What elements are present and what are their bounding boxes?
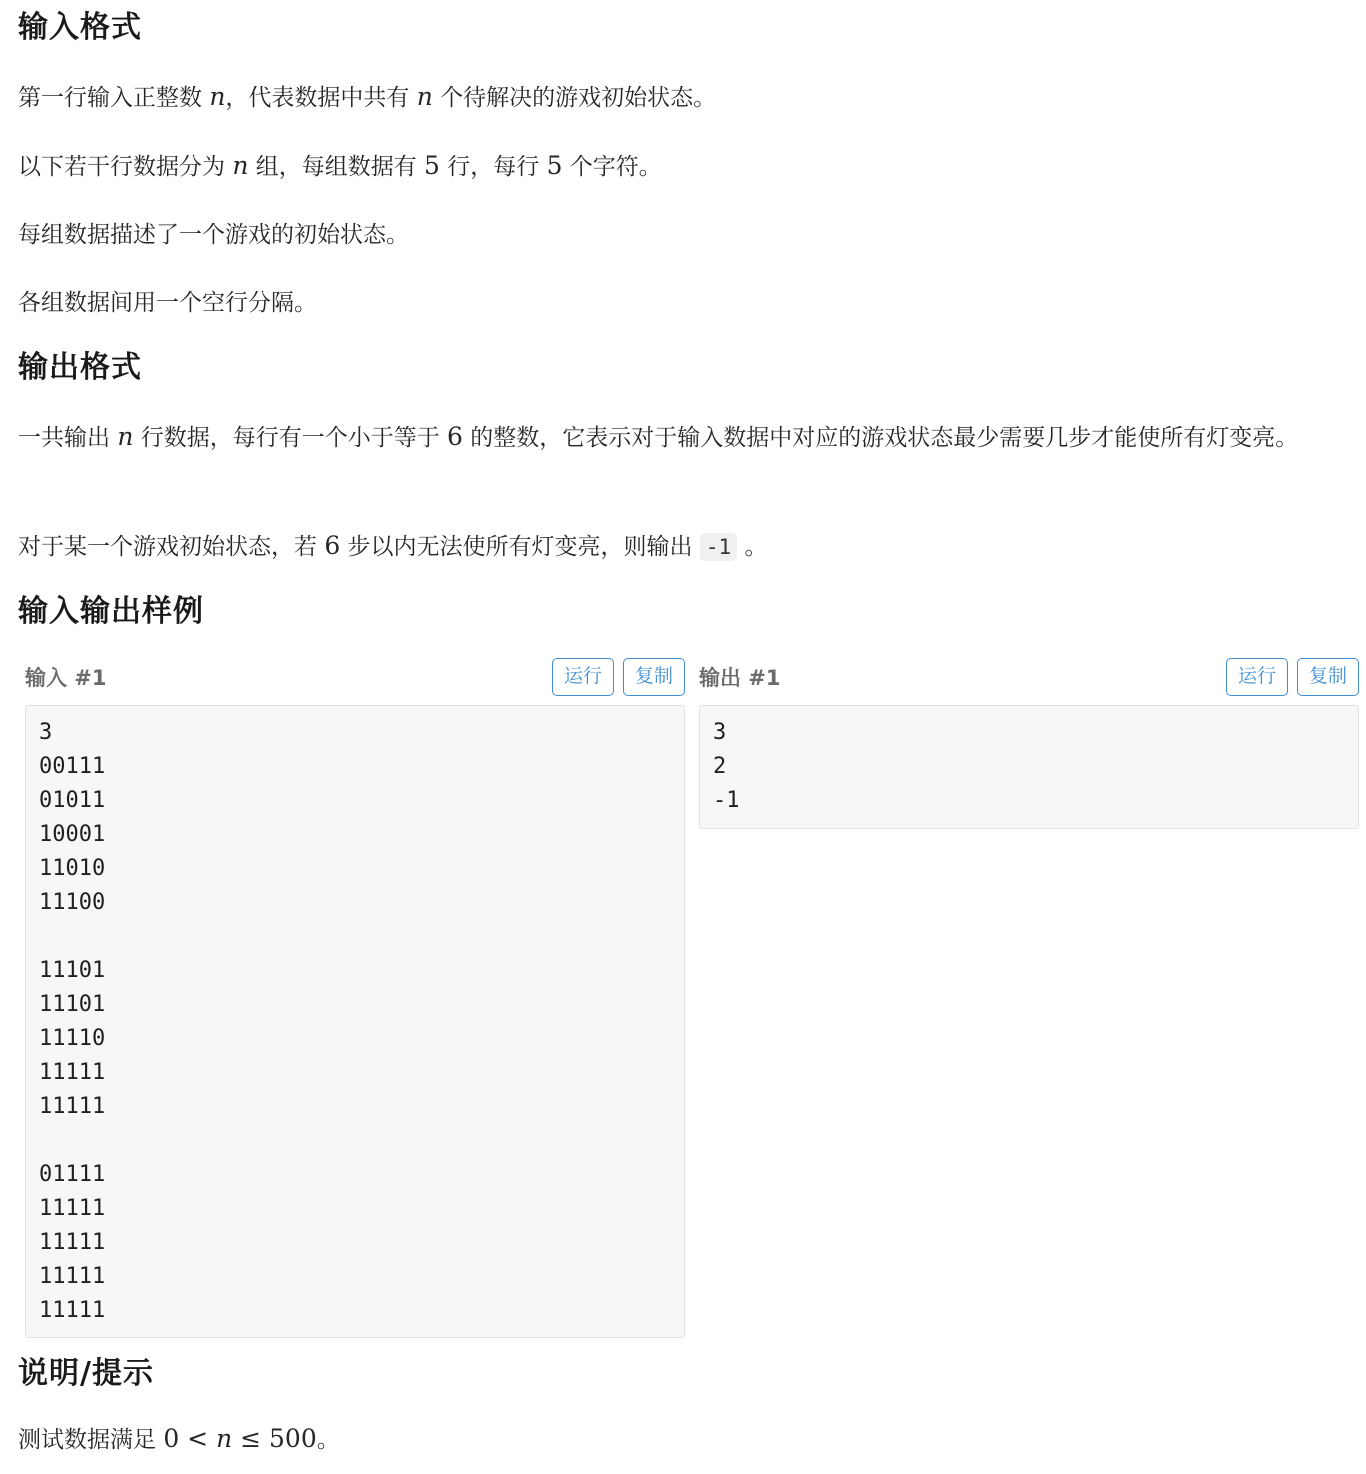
input-format-heading: 输入格式: [18, 10, 142, 45]
text: 的整数，它表示对于输入数据中对应的游戏状态最少需要几步才能使所有灯变亮。: [462, 425, 1299, 451]
hint-line-1: [18, 1418, 340, 1461]
text: 一共输出: [18, 425, 118, 451]
sample-input-header: [25, 656, 685, 700]
math-num: 5: [546, 151, 563, 180]
sample-input-title: 输入 #1: [25, 666, 107, 690]
output-format-line-1: [18, 416, 1362, 459]
run-button[interactable]: 运行: [1226, 658, 1288, 696]
text: ，代表数据中共有: [225, 85, 417, 111]
math-var: n: [216, 1424, 233, 1453]
copy-button[interactable]: 复制: [1297, 658, 1359, 696]
output-format-line-2: [18, 525, 767, 568]
input-format-line-4: 各组数据间用一个空行分隔。: [18, 290, 317, 316]
math-num: 6: [324, 531, 341, 560]
run-button[interactable]: 运行: [552, 658, 614, 696]
text: 对于某一个游戏初始状态，若: [18, 534, 325, 560]
text: 测试数据满足: [18, 1427, 164, 1453]
sample-output-content: 3 2 -1: [699, 705, 1359, 829]
math-num: 6: [447, 422, 463, 451]
text: 个字符。: [562, 154, 662, 180]
copy-button[interactable]: 复制: [623, 658, 685, 696]
text: 以下若干行数据分为: [18, 154, 233, 180]
text: 组，每组数据有: [248, 154, 425, 180]
text: 。: [316, 1427, 340, 1453]
text: 。: [737, 534, 768, 560]
sample-output: [699, 656, 1359, 829]
hint-heading: 说明/提示: [18, 1356, 154, 1391]
sample-input-content: 3 00111 01011 10001 11010 11100 11101 11101 11110 11111 11111 01111 11111 11111 11111 11111: [25, 705, 685, 1338]
input-format-line-3: 每组数据描述了一个游戏的初始状态。: [18, 222, 409, 248]
output-format-heading: 输出格式: [18, 350, 142, 385]
math-var: n: [416, 82, 433, 111]
text: 第一行输入正整数: [18, 85, 210, 111]
text: 步以内无法使所有灯变亮，则输出: [340, 534, 700, 560]
math-num: 5: [424, 151, 440, 180]
input-format-line-2: [18, 145, 662, 188]
math-var: n: [209, 82, 226, 111]
text: 行数据，每行有一个小于等于: [133, 425, 448, 451]
math-expr: ≤ 500: [232, 1424, 317, 1453]
sample-output-title: 输出 #1: [699, 666, 781, 690]
math-expr: 0 <: [163, 1424, 217, 1453]
inline-code: -1: [700, 533, 737, 561]
math-var: n: [232, 151, 249, 180]
text: 个待解决的游戏初始状态。: [432, 85, 717, 111]
text: 行，每行: [439, 154, 547, 180]
math-var: n: [117, 422, 134, 451]
samples-heading: 输入输出样例: [18, 594, 204, 629]
input-format-line-1: [18, 76, 716, 119]
sample-input: [25, 656, 685, 1338]
sample-output-header: [699, 656, 1359, 700]
